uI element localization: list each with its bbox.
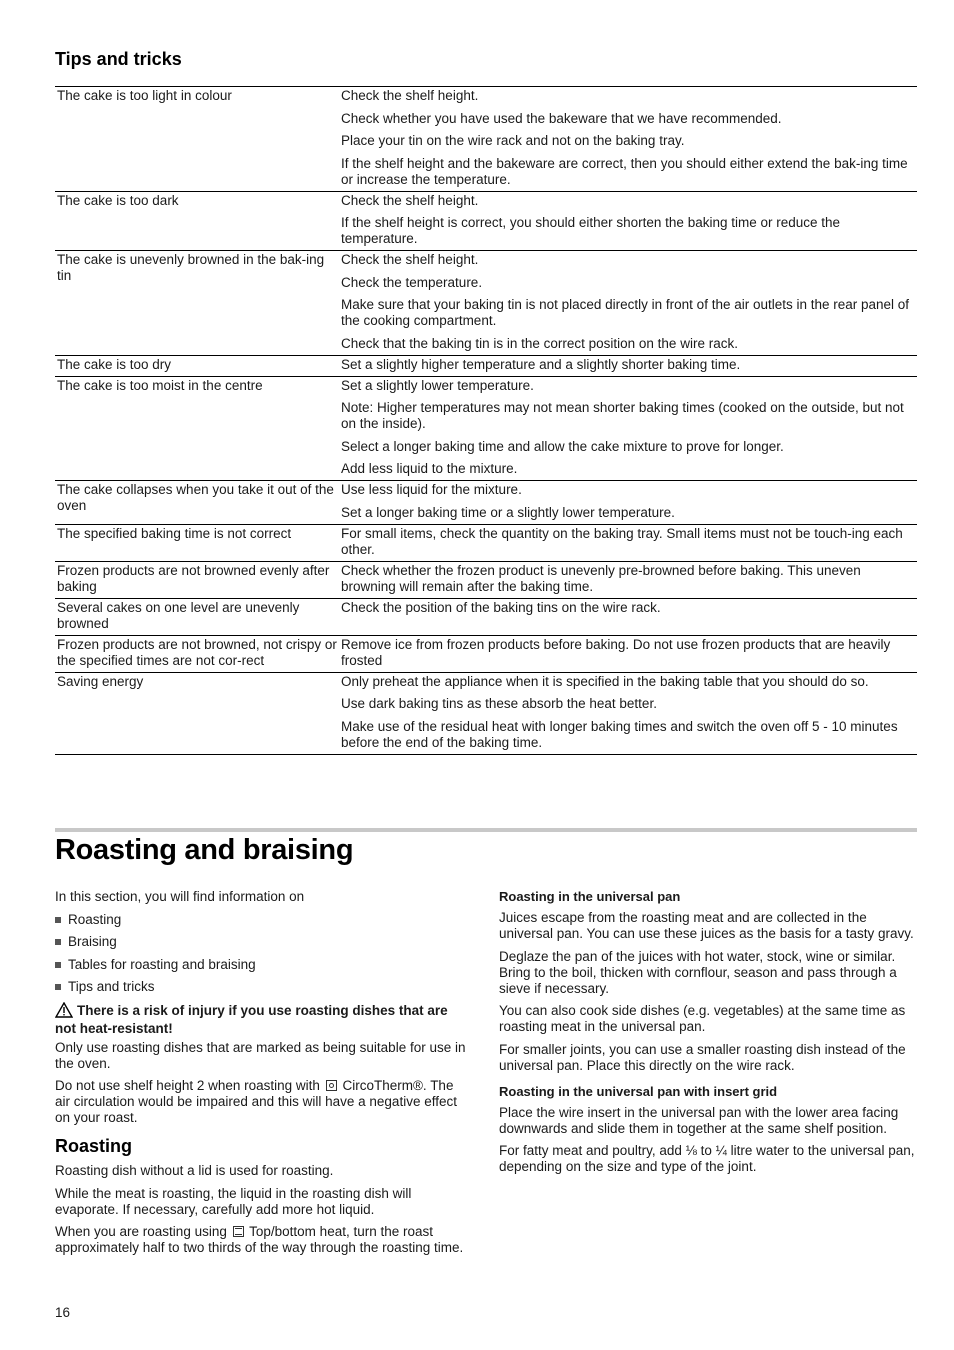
list-item [55,957,471,973]
remedy-text: Only preheat the appliance when it is specified in the baking table that you should do so. [341,673,869,689]
warning-triangle-icon [55,1002,73,1021]
list-item [55,979,471,995]
roasting-para-3-start: When you are roasting using [55,1224,227,1239]
problem-cell: Saving energy [57,673,144,689]
remedy-cell [341,88,917,188]
remedy-cell [341,482,917,521]
remedy-text: Use dark baking tins as these absorb the heat better. [341,696,657,711]
table-row [55,87,917,192]
warning-body: Only use roasting dishes that are marked as being suitable for use in the oven. [55,1039,466,1071]
remedy-text: Add less liquid to the mixture. [341,461,518,476]
remedy-text: Note: Higher temperatures may not mean shorter baking times (cooked on the outside, but not on the inside). [341,400,904,431]
bullet-square-icon [55,962,61,968]
list-item-label: Tables for roasting and braising [68,956,256,972]
universal-pan-text [499,910,919,1074]
list-item [55,912,471,928]
remedy-text: Use less liquid for the mixture. [341,482,522,497]
problem-cell: The cake is too dry [57,356,172,372]
bullet-square-icon [55,939,61,945]
problem-cell: Frozen products are not browned evenly after baking [57,562,330,594]
problem-cell: The cake is too light in colour [57,88,232,103]
paragraph: Deglaze the pan of the juices with hot water, stock, wine or similar. Bring to the boil, thicken with cornflour, season and pass through a sieve if necessary. [499,948,897,996]
roasting-para-3-end: turn the roast approximately half to two thirds of the way through the roasting time. [55,1224,464,1255]
tips-heading: Tips and tricks [55,49,182,69]
section-title: Roasting and braising [55,834,354,866]
insert-grid-heading: Roasting in the universal pan with insert grid [499,1083,778,1099]
right-column [499,889,919,1182]
bullet-square-icon [55,917,61,923]
remedy-cell [341,674,917,751]
table-row [55,356,917,377]
table-row [55,673,917,755]
paragraph: Place the wire insert in the universal pan with the lower area facing downwards and slide them in together at the same shelf position. [499,1104,899,1136]
table-row [55,636,917,673]
warning-text: There is a risk of injury if you use roasting dishes that are not heat-resistant! [55,1002,448,1036]
paragraph: For smaller joints, you can use a smaller roasting dish instead of the universal pan. Place this directly on the wire rack. [499,1041,906,1073]
remedy-cell [341,357,917,373]
shelf-note-end: The air circulation would be impaired and this will have a negative effect on your roast. [55,1078,457,1125]
remedy-text: Make use of the residual heat with longer baking times and switch the oven off 5 - 10 minutes before the end of the baking time. [341,718,898,750]
roasting-para-3 [55,1224,471,1256]
table-row [55,192,917,252]
table-row [55,562,917,599]
roasting-para-1: Roasting dish without a lid is used for roasting. [55,1163,334,1178]
roasting-para-2: While the meat is roasting, the liquid in the roasting dish will evaporate. If necessary, carefully add more hot liquid. [55,1185,412,1217]
remedy-text: For small items, check the quantity on the baking tray. Small items must not be touch-ing each other. [341,525,903,557]
problem-cell: The cake is too dark [57,192,179,208]
paragraph: You can also cook side dishes (e.g. vegetables) at the same time as roasting meat in the universal pan. [499,1003,906,1034]
paragraph: Juices escape from the roasting meat and are collected in the universal pan. You can use these juices as the basis for a tasty gravy. [499,910,914,941]
roasting-para-3-mode: Top/bottom heat, [249,1224,350,1239]
paragraph: For fatty meat and poultry, add ⅛ to ¼ litre water to the universal pan, depending on the size and type of the joint. [499,1143,915,1174]
problem-cell: Frozen products are not browned, not crispy or the specified times are not cor-rect [57,636,337,668]
intro-text: In this section, you will find information on [55,889,305,904]
remedy-text: Check whether you have used the bakeware that we have recommended. [341,110,782,126]
problem-cell: The specified baking time is not correct [57,525,292,541]
remedy-text: Place your tin on the wire rack and not on the baking tray. [341,133,685,148]
remedy-text: Check the shelf height. [341,252,479,267]
remedy-text: Select a longer baking time and allow the cake mixture to prove for longer. [341,438,784,454]
roasting-heading: Roasting [55,1136,133,1156]
remedy-text: If the shelf height is correct, you should either shorten the baking time or reduce the temperature. [341,215,841,246]
bullet-square-icon [55,984,61,990]
list-item [55,934,471,950]
shelf-note [55,1078,471,1126]
remedy-text: Check the position of the baking tins on the wire rack. [341,599,661,615]
left-column [55,889,471,1263]
remedy-cell [341,600,917,632]
problem-cell: The cake is too moist in the centre [57,377,263,393]
remedy-cell [341,378,917,478]
remedy-text: If the shelf height and the bakeware are correct, then you should either extend the bak-ing time or increase the temperature. [341,155,908,187]
problem-cell: Several cakes on one level are unevenly browned [57,599,300,631]
remedy-cell [341,563,917,595]
remedy-cell [341,526,917,558]
shelf-note-mode: CircoTherm®. [342,1078,427,1093]
remedy-text: Check the shelf height. [341,192,479,208]
remedy-text: Remove ice from frozen products before baking. Do not use frozen products that are heavily frosted [341,636,891,668]
list-item-label: Tips and tricks [68,979,155,994]
list-item-label: Braising [68,934,117,949]
section-divider [55,828,917,832]
table-row [55,377,917,482]
remedy-text: Make sure that your baking tin is not placed directly in front of the air outlets in the rear panel of the cooking compartment. [341,297,910,328]
circotherm-fan-icon [326,1080,337,1091]
table-row [55,599,917,636]
remedy-cell [341,637,917,669]
warning-block [55,1002,471,1036]
remedy-cell [341,193,917,248]
remedy-text: Set a longer baking time or a slightly lower temperature. [341,504,675,520]
table-row [55,251,917,356]
table-row [55,481,917,525]
insert-grid-text [499,1105,919,1176]
remedy-text: Check that the baking tin is in the correct position on the wire rack. [341,335,738,351]
remedy-text: Check the shelf height. [341,88,479,103]
problem-cell: The cake collapses when you take it out of the oven [57,482,334,513]
remedy-text: Set a slightly lower temperature. [341,377,534,393]
problem-cell: The cake is unevenly browned in the bak-ing tin [57,252,325,283]
remedy-text: Check whether the frozen product is unevenly pre-browned before baking. This uneven browning will remain after the baking time. [341,562,861,594]
tips-table [55,86,917,755]
universal-pan-heading: Roasting in the universal pan [499,889,681,904]
remedy-text: Check the temperature. [341,274,483,290]
list-item-label: Roasting [68,911,122,927]
remedy-text: Set a slightly higher temperature and a slightly shorter baking time. [341,356,741,372]
top-bottom-heat-icon [233,1226,244,1237]
page-number: 16 [55,1305,71,1320]
remedy-cell [341,252,917,352]
topic-list [55,912,471,996]
table-row [55,525,917,562]
shelf-note-start: Do not use shelf height 2 when roasting with [55,1078,320,1093]
